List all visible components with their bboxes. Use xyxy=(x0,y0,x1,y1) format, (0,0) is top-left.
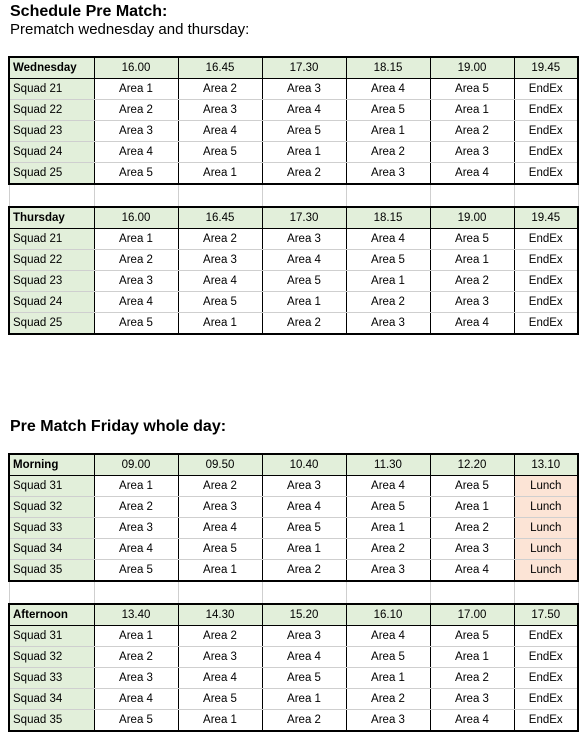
area-cell: EndEx xyxy=(514,313,578,335)
schedule-table-wed-thu xyxy=(8,56,579,335)
area-cell: Area 5 xyxy=(346,100,430,121)
area-cell: Area 1 xyxy=(94,229,178,250)
area-cell: Area 1 xyxy=(94,79,178,100)
squad-label: Squad 33 xyxy=(9,668,94,689)
area-cell: Area 5 xyxy=(262,271,346,292)
squad-label: Squad 23 xyxy=(9,271,94,292)
area-cell: Area 5 xyxy=(430,626,514,647)
area-cell: Area 2 xyxy=(94,250,178,271)
area-cell: Area 2 xyxy=(262,313,346,335)
area-cell: Area 1 xyxy=(346,121,430,142)
area-cell: Area 3 xyxy=(94,271,178,292)
time-header: 11.30 xyxy=(346,454,430,476)
time-header: 16.45 xyxy=(178,207,262,229)
time-header: 16.10 xyxy=(346,604,430,626)
time-header: 19.45 xyxy=(514,57,578,79)
area-cell: Area 2 xyxy=(262,560,346,582)
area-cell: Area 4 xyxy=(178,668,262,689)
squad-label: Squad 31 xyxy=(9,476,94,497)
area-cell: Area 3 xyxy=(262,79,346,100)
table-row xyxy=(9,710,578,732)
area-cell: Area 5 xyxy=(262,121,346,142)
area-cell: Area 4 xyxy=(178,121,262,142)
area-cell: Area 1 xyxy=(262,689,346,710)
area-cell: Area 4 xyxy=(430,313,514,335)
area-cell: Area 1 xyxy=(178,560,262,582)
area-cell: Area 3 xyxy=(430,292,514,313)
friday-section-title: Pre Match Friday whole day: xyxy=(10,418,227,435)
table-row xyxy=(9,668,578,689)
table-row xyxy=(9,313,578,335)
spacer-cell xyxy=(9,581,94,604)
table-row xyxy=(9,142,578,163)
time-header: 12.20 xyxy=(430,454,514,476)
squad-label: Squad 23 xyxy=(9,121,94,142)
area-cell: Area 3 xyxy=(430,689,514,710)
spacer-cell xyxy=(514,184,578,207)
area-cell: Area 1 xyxy=(430,250,514,271)
area-cell: Area 1 xyxy=(430,497,514,518)
lunch-cell: Lunch xyxy=(514,560,578,582)
lunch-cell: Lunch xyxy=(514,539,578,560)
time-header: 13.40 xyxy=(94,604,178,626)
time-header: 09.00 xyxy=(94,454,178,476)
area-cell: Area 4 xyxy=(262,250,346,271)
area-cell: Area 2 xyxy=(430,121,514,142)
block-label: Afternoon xyxy=(9,604,94,626)
area-cell: Area 1 xyxy=(178,313,262,335)
squad-label: Squad 22 xyxy=(9,100,94,121)
squad-label: Squad 33 xyxy=(9,518,94,539)
table-row xyxy=(9,121,578,142)
squad-label: Squad 32 xyxy=(9,497,94,518)
table-row xyxy=(9,560,578,582)
area-cell: Area 2 xyxy=(178,229,262,250)
schedule-table-friday xyxy=(8,453,579,732)
header-row xyxy=(9,207,578,229)
area-cell: Area 5 xyxy=(94,163,178,185)
header-row xyxy=(9,604,578,626)
time-header: 17.30 xyxy=(262,57,346,79)
area-cell: EndEx xyxy=(514,79,578,100)
area-cell: Area 1 xyxy=(262,292,346,313)
area-cell: Area 2 xyxy=(178,79,262,100)
time-header: 19.00 xyxy=(430,57,514,79)
area-cell: Area 4 xyxy=(346,626,430,647)
area-cell: Area 4 xyxy=(178,518,262,539)
area-cell: Area 1 xyxy=(262,539,346,560)
area-cell: EndEx xyxy=(514,229,578,250)
time-header: 17.30 xyxy=(262,207,346,229)
area-cell: Area 4 xyxy=(94,142,178,163)
area-cell: Area 2 xyxy=(178,476,262,497)
area-cell: Area 2 xyxy=(430,271,514,292)
spacer-cell xyxy=(262,184,346,207)
area-cell: EndEx xyxy=(514,668,578,689)
area-cell: Area 4 xyxy=(430,710,514,732)
area-cell: Area 3 xyxy=(262,229,346,250)
spacer-row xyxy=(9,581,578,604)
schedule-block-afternoon xyxy=(9,604,578,731)
spacer-cell xyxy=(430,184,514,207)
schedule-block-wednesday xyxy=(9,57,578,184)
area-cell: EndEx xyxy=(514,271,578,292)
area-cell: Area 5 xyxy=(430,476,514,497)
table-row xyxy=(9,518,578,539)
spacer-cell xyxy=(430,581,514,604)
block-label: Thursday xyxy=(9,207,94,229)
area-cell: Area 2 xyxy=(262,163,346,185)
area-cell: Area 3 xyxy=(346,313,430,335)
table-row xyxy=(9,163,578,185)
time-header: 15.20 xyxy=(262,604,346,626)
area-cell: Area 2 xyxy=(430,668,514,689)
area-cell: Area 5 xyxy=(262,668,346,689)
table-row xyxy=(9,100,578,121)
table-row xyxy=(9,476,578,497)
area-cell: Area 2 xyxy=(346,689,430,710)
table-row xyxy=(9,689,578,710)
area-cell: Area 2 xyxy=(346,292,430,313)
spacer-cell xyxy=(9,184,94,207)
area-cell: Area 4 xyxy=(430,560,514,582)
area-cell: Area 3 xyxy=(262,626,346,647)
spacer-cell xyxy=(94,184,178,207)
area-cell: Area 3 xyxy=(346,163,430,185)
schedule-block-morning xyxy=(9,454,578,581)
spacer-cell xyxy=(346,581,430,604)
spacer-cell xyxy=(262,581,346,604)
page-subtitle: Prematch wednesday and thursday: xyxy=(10,21,250,38)
area-cell: EndEx xyxy=(514,689,578,710)
time-header: 18.15 xyxy=(346,57,430,79)
area-cell: EndEx xyxy=(514,292,578,313)
table-row xyxy=(9,292,578,313)
header-row xyxy=(9,57,578,79)
area-cell: Area 4 xyxy=(346,229,430,250)
area-cell: Area 1 xyxy=(346,271,430,292)
area-cell: Area 2 xyxy=(94,647,178,668)
area-cell: EndEx xyxy=(514,142,578,163)
spacer-row xyxy=(9,184,578,207)
table-row xyxy=(9,250,578,271)
header-row xyxy=(9,454,578,476)
area-cell: Area 5 xyxy=(346,497,430,518)
area-cell: Area 2 xyxy=(262,710,346,732)
time-header: 10.40 xyxy=(262,454,346,476)
table-row xyxy=(9,647,578,668)
area-cell: Area 5 xyxy=(346,647,430,668)
area-cell: Area 3 xyxy=(346,560,430,582)
area-cell: Area 4 xyxy=(262,497,346,518)
time-header: 18.15 xyxy=(346,207,430,229)
area-cell: Area 3 xyxy=(178,647,262,668)
squad-label: Squad 34 xyxy=(9,689,94,710)
area-cell: Area 3 xyxy=(262,476,346,497)
squad-label: Squad 25 xyxy=(9,163,94,185)
area-cell: Area 5 xyxy=(94,560,178,582)
area-cell: EndEx xyxy=(514,647,578,668)
area-cell: Area 3 xyxy=(346,710,430,732)
area-cell: Area 1 xyxy=(430,647,514,668)
area-cell: Area 5 xyxy=(94,710,178,732)
squad-label: Squad 32 xyxy=(9,647,94,668)
time-header: 17.00 xyxy=(430,604,514,626)
area-cell: Area 1 xyxy=(346,518,430,539)
block-label: Morning xyxy=(9,454,94,476)
squad-label: Squad 25 xyxy=(9,313,94,335)
area-cell: Area 1 xyxy=(262,142,346,163)
area-cell: Area 5 xyxy=(178,292,262,313)
area-cell: Area 1 xyxy=(94,476,178,497)
lunch-cell: Lunch xyxy=(514,518,578,539)
area-cell: Area 5 xyxy=(430,229,514,250)
area-cell: EndEx xyxy=(514,163,578,185)
area-cell: Area 1 xyxy=(430,100,514,121)
area-cell: Area 4 xyxy=(94,539,178,560)
area-cell: Area 3 xyxy=(178,250,262,271)
spacer-cell xyxy=(94,581,178,604)
schedule-block-thursday xyxy=(9,207,578,334)
area-cell: Area 4 xyxy=(262,100,346,121)
area-cell: Area 5 xyxy=(430,79,514,100)
table-row xyxy=(9,79,578,100)
area-cell: Area 1 xyxy=(94,626,178,647)
area-cell: Area 4 xyxy=(430,163,514,185)
area-cell: Area 5 xyxy=(346,250,430,271)
time-header: 13.10 xyxy=(514,454,578,476)
area-cell: Area 1 xyxy=(178,163,262,185)
spacer-cell xyxy=(346,184,430,207)
time-header: 14.30 xyxy=(178,604,262,626)
area-cell: Area 4 xyxy=(178,271,262,292)
time-header: 17.50 xyxy=(514,604,578,626)
area-cell: Area 4 xyxy=(346,476,430,497)
time-header: 16.00 xyxy=(94,57,178,79)
area-cell: EndEx xyxy=(514,250,578,271)
spacer-cell xyxy=(178,184,262,207)
area-cell: Area 2 xyxy=(346,539,430,560)
area-cell: Area 3 xyxy=(430,539,514,560)
area-cell: Area 2 xyxy=(430,518,514,539)
squad-label: Squad 35 xyxy=(9,710,94,732)
squad-label: Squad 34 xyxy=(9,539,94,560)
area-cell: Area 3 xyxy=(178,497,262,518)
area-cell: Area 5 xyxy=(178,539,262,560)
area-cell: Area 4 xyxy=(346,79,430,100)
area-cell: Area 1 xyxy=(346,668,430,689)
area-cell: EndEx xyxy=(514,100,578,121)
area-cell: Area 4 xyxy=(94,292,178,313)
area-cell: Area 2 xyxy=(178,626,262,647)
spacer-cell xyxy=(514,581,578,604)
table-row xyxy=(9,626,578,647)
page-title: Schedule Pre Match: xyxy=(10,3,168,20)
squad-label: Squad 31 xyxy=(9,626,94,647)
area-cell: Area 1 xyxy=(178,710,262,732)
squad-label: Squad 22 xyxy=(9,250,94,271)
squad-label: Squad 35 xyxy=(9,560,94,582)
squad-label: Squad 24 xyxy=(9,292,94,313)
time-header: 16.00 xyxy=(94,207,178,229)
spacer-cell xyxy=(178,581,262,604)
area-cell: EndEx xyxy=(514,710,578,732)
area-cell: Area 2 xyxy=(346,142,430,163)
area-cell: Area 3 xyxy=(430,142,514,163)
area-cell: Area 3 xyxy=(94,518,178,539)
area-cell: Area 5 xyxy=(178,689,262,710)
table-row xyxy=(9,229,578,250)
area-cell: Area 2 xyxy=(94,100,178,121)
time-header: 19.00 xyxy=(430,207,514,229)
area-cell: Area 5 xyxy=(94,313,178,335)
lunch-cell: Lunch xyxy=(514,476,578,497)
area-cell: Area 3 xyxy=(94,668,178,689)
area-cell: EndEx xyxy=(514,121,578,142)
time-header: 19.45 xyxy=(514,207,578,229)
block-label: Wednesday xyxy=(9,57,94,79)
area-cell: Area 4 xyxy=(262,647,346,668)
area-cell: Area 5 xyxy=(262,518,346,539)
area-cell: Area 4 xyxy=(94,689,178,710)
table-row xyxy=(9,271,578,292)
squad-label: Squad 21 xyxy=(9,79,94,100)
area-cell: Area 3 xyxy=(178,100,262,121)
squad-label: Squad 24 xyxy=(9,142,94,163)
squad-label: Squad 21 xyxy=(9,229,94,250)
time-header: 09.50 xyxy=(178,454,262,476)
table-row xyxy=(9,497,578,518)
area-cell: Area 2 xyxy=(94,497,178,518)
area-cell: EndEx xyxy=(514,626,578,647)
table-row xyxy=(9,539,578,560)
area-cell: Area 5 xyxy=(178,142,262,163)
time-header: 16.45 xyxy=(178,57,262,79)
lunch-cell: Lunch xyxy=(514,497,578,518)
area-cell: Area 3 xyxy=(94,121,178,142)
